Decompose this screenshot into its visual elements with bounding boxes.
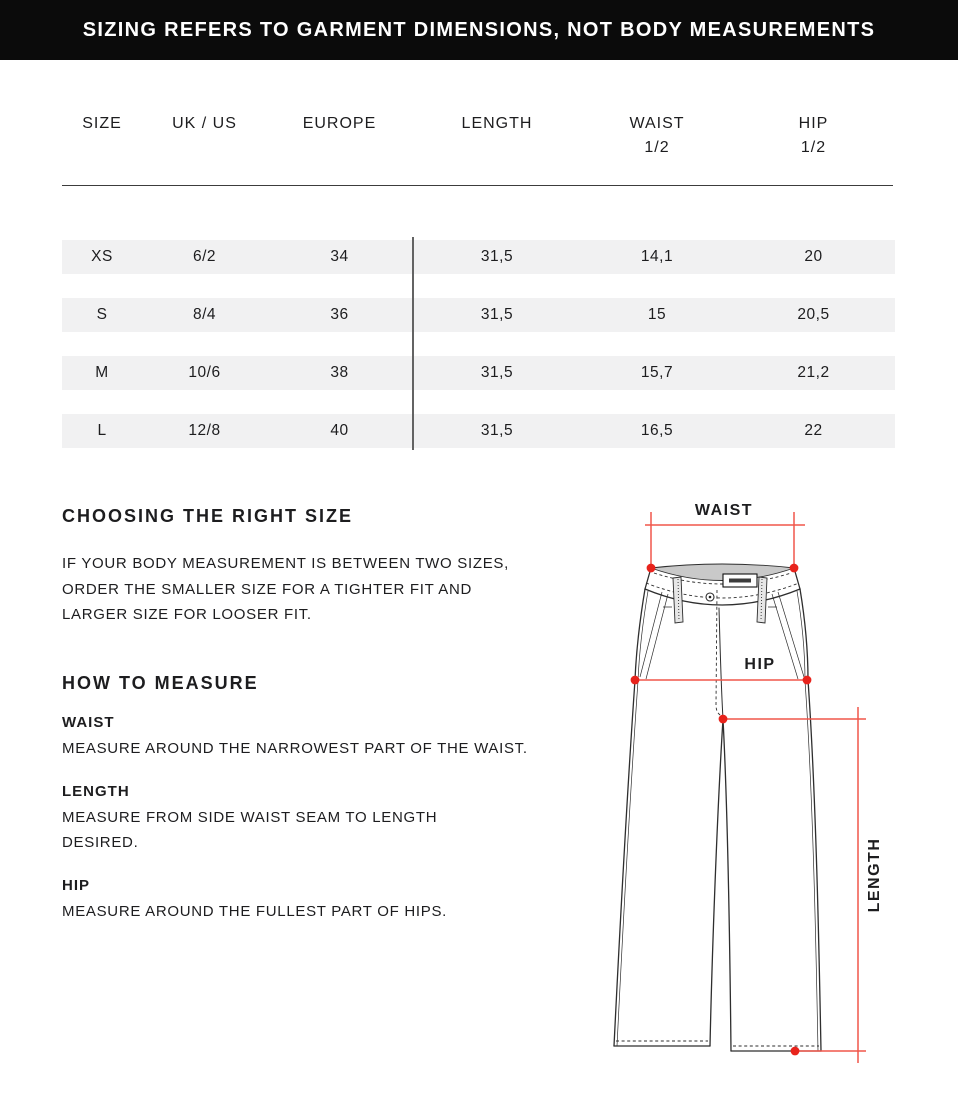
pants-drawing: [614, 564, 821, 1051]
column-header-waist: WAIST 1/2: [629, 115, 685, 156]
disclaimer-text: SIZING REFERS TO GARMENT DIMENSIONS, NOT BODY MEASUREMENTS: [82, 18, 876, 41]
disclaimer-banner: [0, 0, 958, 60]
cell-hip: 21,2: [797, 364, 830, 381]
waist-dot-right: [790, 564, 799, 573]
measure-item-label: LENGTH: [62, 783, 130, 800]
cell-size: L: [97, 422, 107, 439]
table-row-l: [62, 414, 895, 448]
left-inner-seam: [710, 719, 723, 1046]
table-header-rule: [62, 185, 893, 186]
right-outer-seam: [800, 589, 821, 1051]
choosing-size-text: IF YOUR BODY MEASUREMENT IS BETWEEN TWO SIZES, ORDER THE SMALLER SIZE FOR A TIGHTER FIT AND LARGER SIZE FOR LOOSER FIT.: [62, 555, 509, 623]
pants-measurement-diagram: [600, 495, 940, 1077]
cell-length: 31,5: [480, 248, 514, 265]
cell-waist: 16,5: [640, 422, 674, 439]
measure-item-hip: [62, 877, 602, 924]
column-header-hip: HIP 1/2: [798, 115, 829, 156]
front-seam: [719, 608, 723, 719]
waist-dot-left: [647, 564, 656, 573]
cell-hip: 20: [804, 248, 823, 265]
length-dot-crotch: [719, 715, 728, 724]
right-inner-seam: [723, 719, 731, 1051]
how-to-measure-heading: HOW TO MEASURE: [62, 673, 259, 693]
column-header-size: SIZE: [82, 115, 122, 132]
hip-dot-right: [803, 676, 812, 685]
cell-size: S: [96, 306, 108, 323]
pocket-left: [640, 592, 672, 679]
cell-waist: 15,7: [640, 364, 674, 381]
choosing-size-heading: CHOOSING THE RIGHT SIZE: [62, 506, 354, 526]
length-dot-hem: [791, 1047, 800, 1056]
cell-europe: 34: [330, 248, 349, 265]
measure-item-length: [62, 783, 602, 855]
cell-size: XS: [91, 248, 113, 265]
cell-europe: 40: [330, 422, 349, 439]
measure-item-text: MEASURE AROUND THE FULLEST PART OF HIPS.: [62, 903, 448, 920]
measure-item-waist: [62, 714, 602, 761]
table-row-xs: [62, 240, 895, 274]
cell-length: 31,5: [480, 422, 514, 439]
hip-dot-left: [631, 676, 640, 685]
cell-length: 31,5: [480, 364, 514, 381]
cell-europe: 38: [330, 364, 349, 381]
cell-europe: 36: [330, 306, 349, 323]
belt-loop-left: [673, 577, 683, 623]
measure-item-label: WAIST: [62, 714, 115, 731]
cell-size: M: [95, 364, 109, 381]
column-header-length: LENGTH: [461, 115, 533, 132]
how-to-measure-list: [62, 714, 602, 946]
waist-measure-label: WAIST: [694, 502, 754, 519]
cell-uk-us: 6/2: [192, 248, 217, 265]
size-table-header: [62, 112, 895, 160]
hip-measure-label: HIP: [744, 656, 776, 673]
column-header-europe: EUROPE: [302, 115, 377, 132]
table-column-divider: [412, 237, 414, 450]
cell-uk-us: 8/4: [192, 306, 217, 323]
belt-loop-right: [757, 577, 767, 623]
cell-waist: 14,1: [640, 248, 674, 265]
length-measure-label: LENGTH: [866, 837, 883, 913]
column-header-uk-us: UK / US: [172, 115, 237, 132]
fly-stitch: [716, 590, 726, 717]
cell-hip: 20,5: [797, 306, 830, 323]
measure-item-label: HIP: [62, 877, 91, 894]
table-row-m: [62, 356, 895, 390]
measure-item-text: MEASURE FROM SIDE WAIST SEAM TO LENGTH DESIRED.: [62, 809, 438, 851]
waistband-seam: [645, 589, 800, 605]
cell-uk-us: 12/8: [188, 422, 221, 439]
size-table: [62, 100, 895, 452]
waist-measure: [645, 502, 805, 572]
table-row-s: [62, 298, 895, 332]
measure-item-text: MEASURE AROUND THE NARROWEST PART OF THE WAIST.: [62, 740, 528, 757]
length-measure: [719, 707, 883, 1063]
cell-uk-us: 10/6: [188, 364, 221, 381]
cell-waist: 15: [647, 306, 667, 323]
cell-length: 31,5: [480, 306, 514, 323]
cell-hip: 22: [804, 422, 823, 439]
